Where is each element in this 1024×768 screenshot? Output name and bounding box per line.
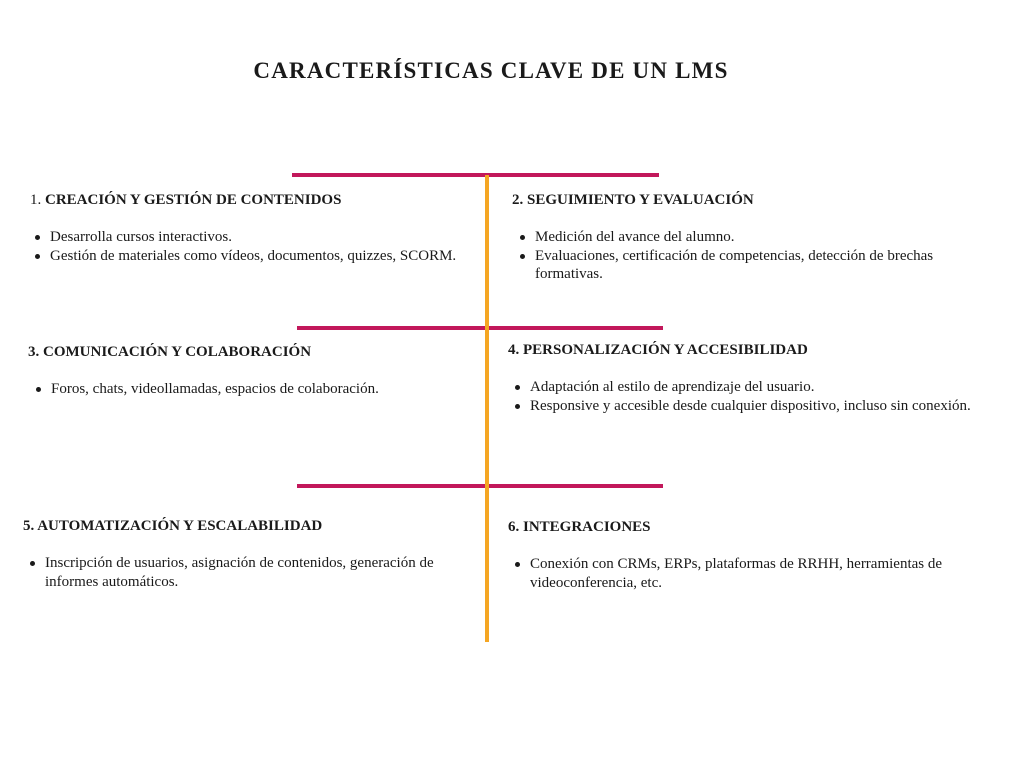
section-title: SEGUIMIENTO Y EVALUACIÓN [527,192,754,208]
separator-line-top [292,173,659,177]
list-item: Gestión de materiales como vídeos, documentos, quizzes, SCORM. [50,247,460,266]
bullet-list [508,378,978,415]
section-heading [23,518,473,535]
section-comunicacion-colaboracion [28,344,468,399]
list-item: Responsive y accesible desde cualquier dispositivo, incluso sin conexión. [530,397,978,416]
section-number: 3. [28,344,40,360]
section-title: COMUNICACIÓN Y COLABORACIÓN [43,344,312,360]
bullet-list [23,554,473,591]
section-number: 6. [508,519,520,535]
section-title: PERSONALIZACIÓN Y ACCESIBILIDAD [523,342,808,358]
section-number: 2. [512,192,524,208]
section-heading [30,192,460,209]
list-item: Evaluaciones, certificación de competencias, detección de brechas formativas. [535,247,1002,284]
section-heading [508,342,978,359]
list-item: Desarrolla cursos interactivos. [50,228,460,247]
section-title: INTEGRACIONES [523,519,651,535]
bullet-list [508,555,998,592]
section-seguimiento-evaluacion [512,192,1002,284]
center-divider-line [485,175,489,642]
section-heading [28,344,468,361]
section-number: 1. [30,192,42,208]
section-number: 4. [508,342,520,358]
list-item: Inscripción de usuarios, asignación de contenidos, generación de informes automáticos. [45,554,473,591]
section-heading [508,519,998,536]
section-title: CREACIÓN Y GESTIÓN DE CONTENIDOS [45,192,342,208]
page-title: CARACTERÍSTICAS CLAVE DE UN LMS [253,58,729,83]
section-heading [512,192,1002,209]
section-title: AUTOMATIZACIÓN Y ESCALABILIDAD [37,518,323,534]
list-item: Foros, chats, videollamadas, espacios de colaboración. [51,380,468,399]
section-personalizacion-accesibilidad [508,342,978,415]
separator-line-middle [297,326,663,330]
section-integraciones [508,519,998,592]
list-item: Conexión con CRMs, ERPs, plataformas de RRHH, herramientas de videoconferencia, etc. [530,555,998,592]
list-item: Adaptación al estilo de aprendizaje del usuario. [530,378,978,397]
bullet-list [512,228,1002,284]
section-automatizacion-escalabilidad [23,518,473,591]
separator-line-bottom [297,484,663,488]
bullet-list [30,228,460,265]
bullet-list [28,380,468,399]
section-creacion-gestion-contenidos [30,192,460,265]
list-item: Medición del avance del alumno. [535,228,1002,247]
section-number: 5. [23,518,35,534]
